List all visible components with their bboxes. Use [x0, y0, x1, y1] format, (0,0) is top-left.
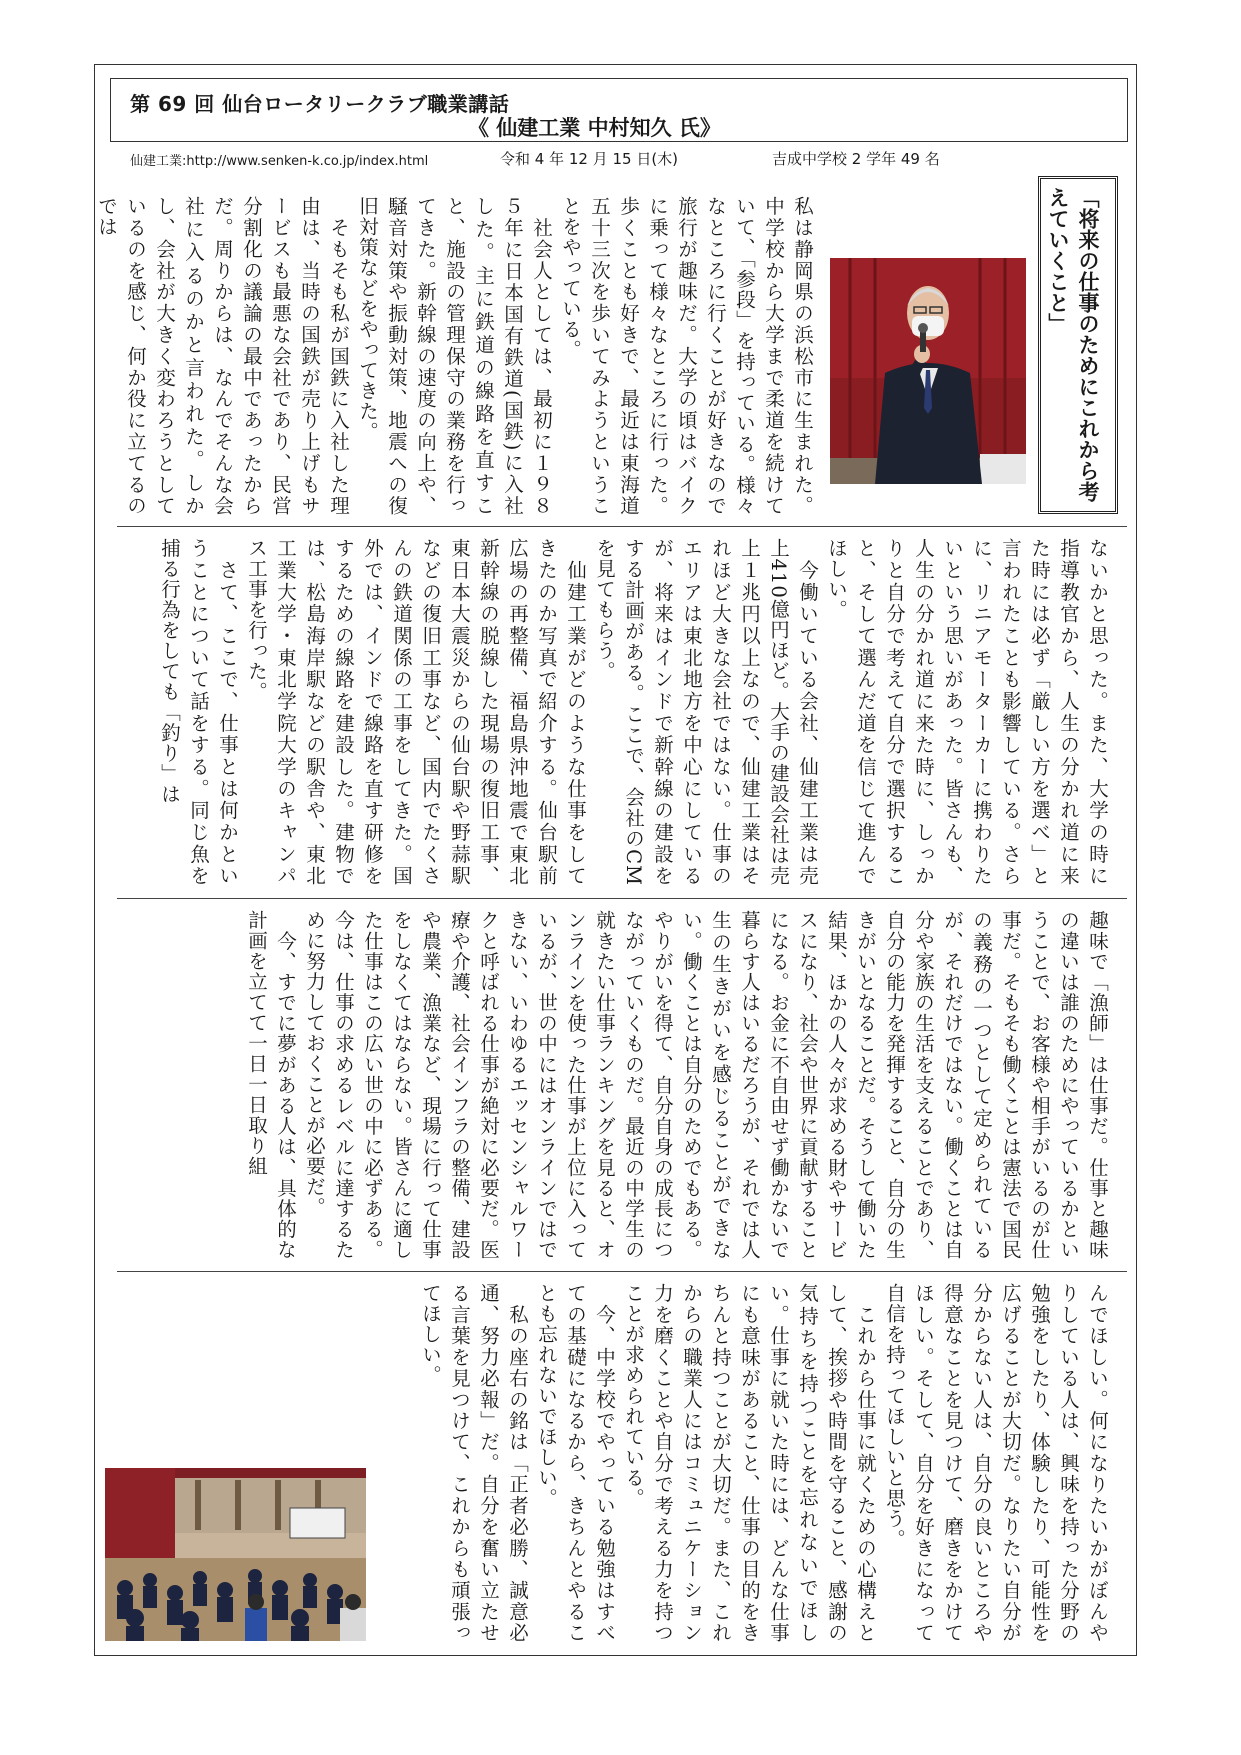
callout-box [1038, 176, 1118, 514]
company-url[interactable]: 仙建工業:http://www.senken-k.co.jp/index.html [130, 154, 429, 169]
article-section-1: 私は静岡県の浜松市に生まれた。中学校から大学まで柔道を続けていて、「参段」を持っている。様々なところに行くことが好きなので旅行が趣味だ。大学の頃はバイクに乗って様々なところに行った。歩くことも好きで、最近は東海道五十三次を歩いてみようということをやっている。 社会人としては、最初に１９８５年に日本国有鉄道(国鉄)に入社した。主に鉄道の線路を直すこと、施設の管理保守の業務を行ってきた。新幹線の速度の向上や、騒音対策や振動対策、地震への復旧対策などをやってきた。 そもそも私が国鉄に入社した理由は、当時の国鉄が売り上げもサービスも最悪な会社であり、民営分割化の議論の最中であったからだ。周りからは、なんでそんな会社に入るのかと言われた。しかし、会社が大きく変わろうとしているのを感じ、何か役に立てるのでは [95, 196, 814, 516]
section-divider [117, 898, 1127, 899]
lecture-date: 令和 4 年 12 月 15 日(木) [500, 150, 679, 168]
section-divider [117, 526, 1127, 527]
article-section-3: 趣味で「漁師」は仕事だ。仕事と趣味の違いは誰のためにやっているかということで、お客様や相手がいるのが仕事だ。そもそも働くことは憲法で国民の義務の一つとして定められているが、それだけではない。働くことは自分や家族の生活を支えることであり、自分の能力を発揮すること、自分の生きがいとなることだ。そうして働いた結果、ほかの人々が求める財やサービスになり、社会や世界に貢献することになる。お金に不自由せず働かないで暮らす人はいるだろうが、それでは人生の生きがいを感じることができない。働くことは自分のためでもある。やりがいを得て、自分自身の成長につながっていくものだ。最近の中学生の就きたい仕事ランキングを見ると、オンラインを使った仕事が上位に入っているが、世の中にはオンラインではできない、いわゆるエッセンシャルワークと呼ばれる仕事が絶対に必要だ。医療や介護、社会インフラの整備、建設や農業、漁業など、現場に行って仕事をしなくてはならない。皆さんに適した仕事はこの広い世の中に必ずある。今は、仕事の求めるレベルに達するために努力しておくことが必要だ。 今、すでに夢がある人は、具体的な計画を立てて一日一日取り組 [245, 910, 1109, 1260]
audience-photo [105, 1468, 366, 1641]
speaker-title: 《 仙建工業 中村知久 氏》 [468, 116, 721, 140]
speaker-photo-icon [830, 258, 1026, 484]
article-section-4: んでほしい。何になりたいかがぼんやりしている人は、興味を持った分野の勉強をしたり、体験したり、可能性を広げることが大切だ。なりたい自分が分からない人は、自分の良いところや得意なことを見つけて、磨きをかけてほしい。そして、自分を好きになって自信を持ってほしいと思う。 これから仕事に就くための心構えとして、挨拶や時間を守ること、感謝の気持ちを持つことを忘れないでほしい。仕事に就いた時には、どんな仕事にも意味があること、仕事の目的をきちんと持つことが大切だ。また、これからの職業人にはコミュニケーション力を磨くことや自分で考える力を持つことが求められている。 今、中学校でやっている勉強はすべての基礎になるから、きちんとやることも忘れないでほしい。 私の座右の銘は「正者必勝、誠意必通、努力必報」だ。自分を奮い立たせる言葉を見つけて、これからも頑張ってほしい。 [419, 1283, 1109, 1643]
callout-text: 「将来の仕事のためにこれから考えていくこと」 [1046, 187, 1100, 502]
section-divider [117, 1271, 1127, 1272]
page-title: 第 69 回 仙台ロータリークラブ職業講話 [130, 92, 510, 116]
speaker-photo [830, 258, 1026, 484]
gym-audience-photo-icon [105, 1468, 366, 1641]
article-section-2: ないかと思った。また、大学の時に指導教官から、人生の分かれ道に来た時には必ず「厳しい方を選べ」と言われたことも影響している。さらに、リニアモーターカーに携わりたいという思いがあった。皆さんも、人生の分かれ道に来た時に、しっかりと自分で考えて自分で選択すること、そして選んだ道を信じて進んでほしい。 今働いている会社、仙建工業は売上410億円ほど。大手の建設会社は売上１兆円以上なので、仙建工業はそれほど大きな会社ではない。仕事のエリアは東北地方を中心にしているが、将来はインドで新幹線の建設をする計画がある。ここで、会社のCMを見てもらう。 仙建工業がどのような仕事をしてきたのか写真で紹介する。仙台駅前広場の再整備、福島県沖地震で東北新幹線の脱線した現場の復旧工事、東日本大震災からの仙台駅や野蒜駅などの復旧工事など、国内でたくさんの鉄道関係の工事をしてきた。国外では、インドで線路を直す研修をするための線路を建設した。建物では、松島海岸駅などの駅舎や、東北工業大学・東北学院大学のキャンパス工事を行った。 さて、ここで、仕事とは何かということについて話をする。同じ魚を捕る行為をしても「釣り」は [158, 538, 1109, 886]
audience-info: 吉成中学校 2 学年 49 名 [772, 150, 940, 168]
